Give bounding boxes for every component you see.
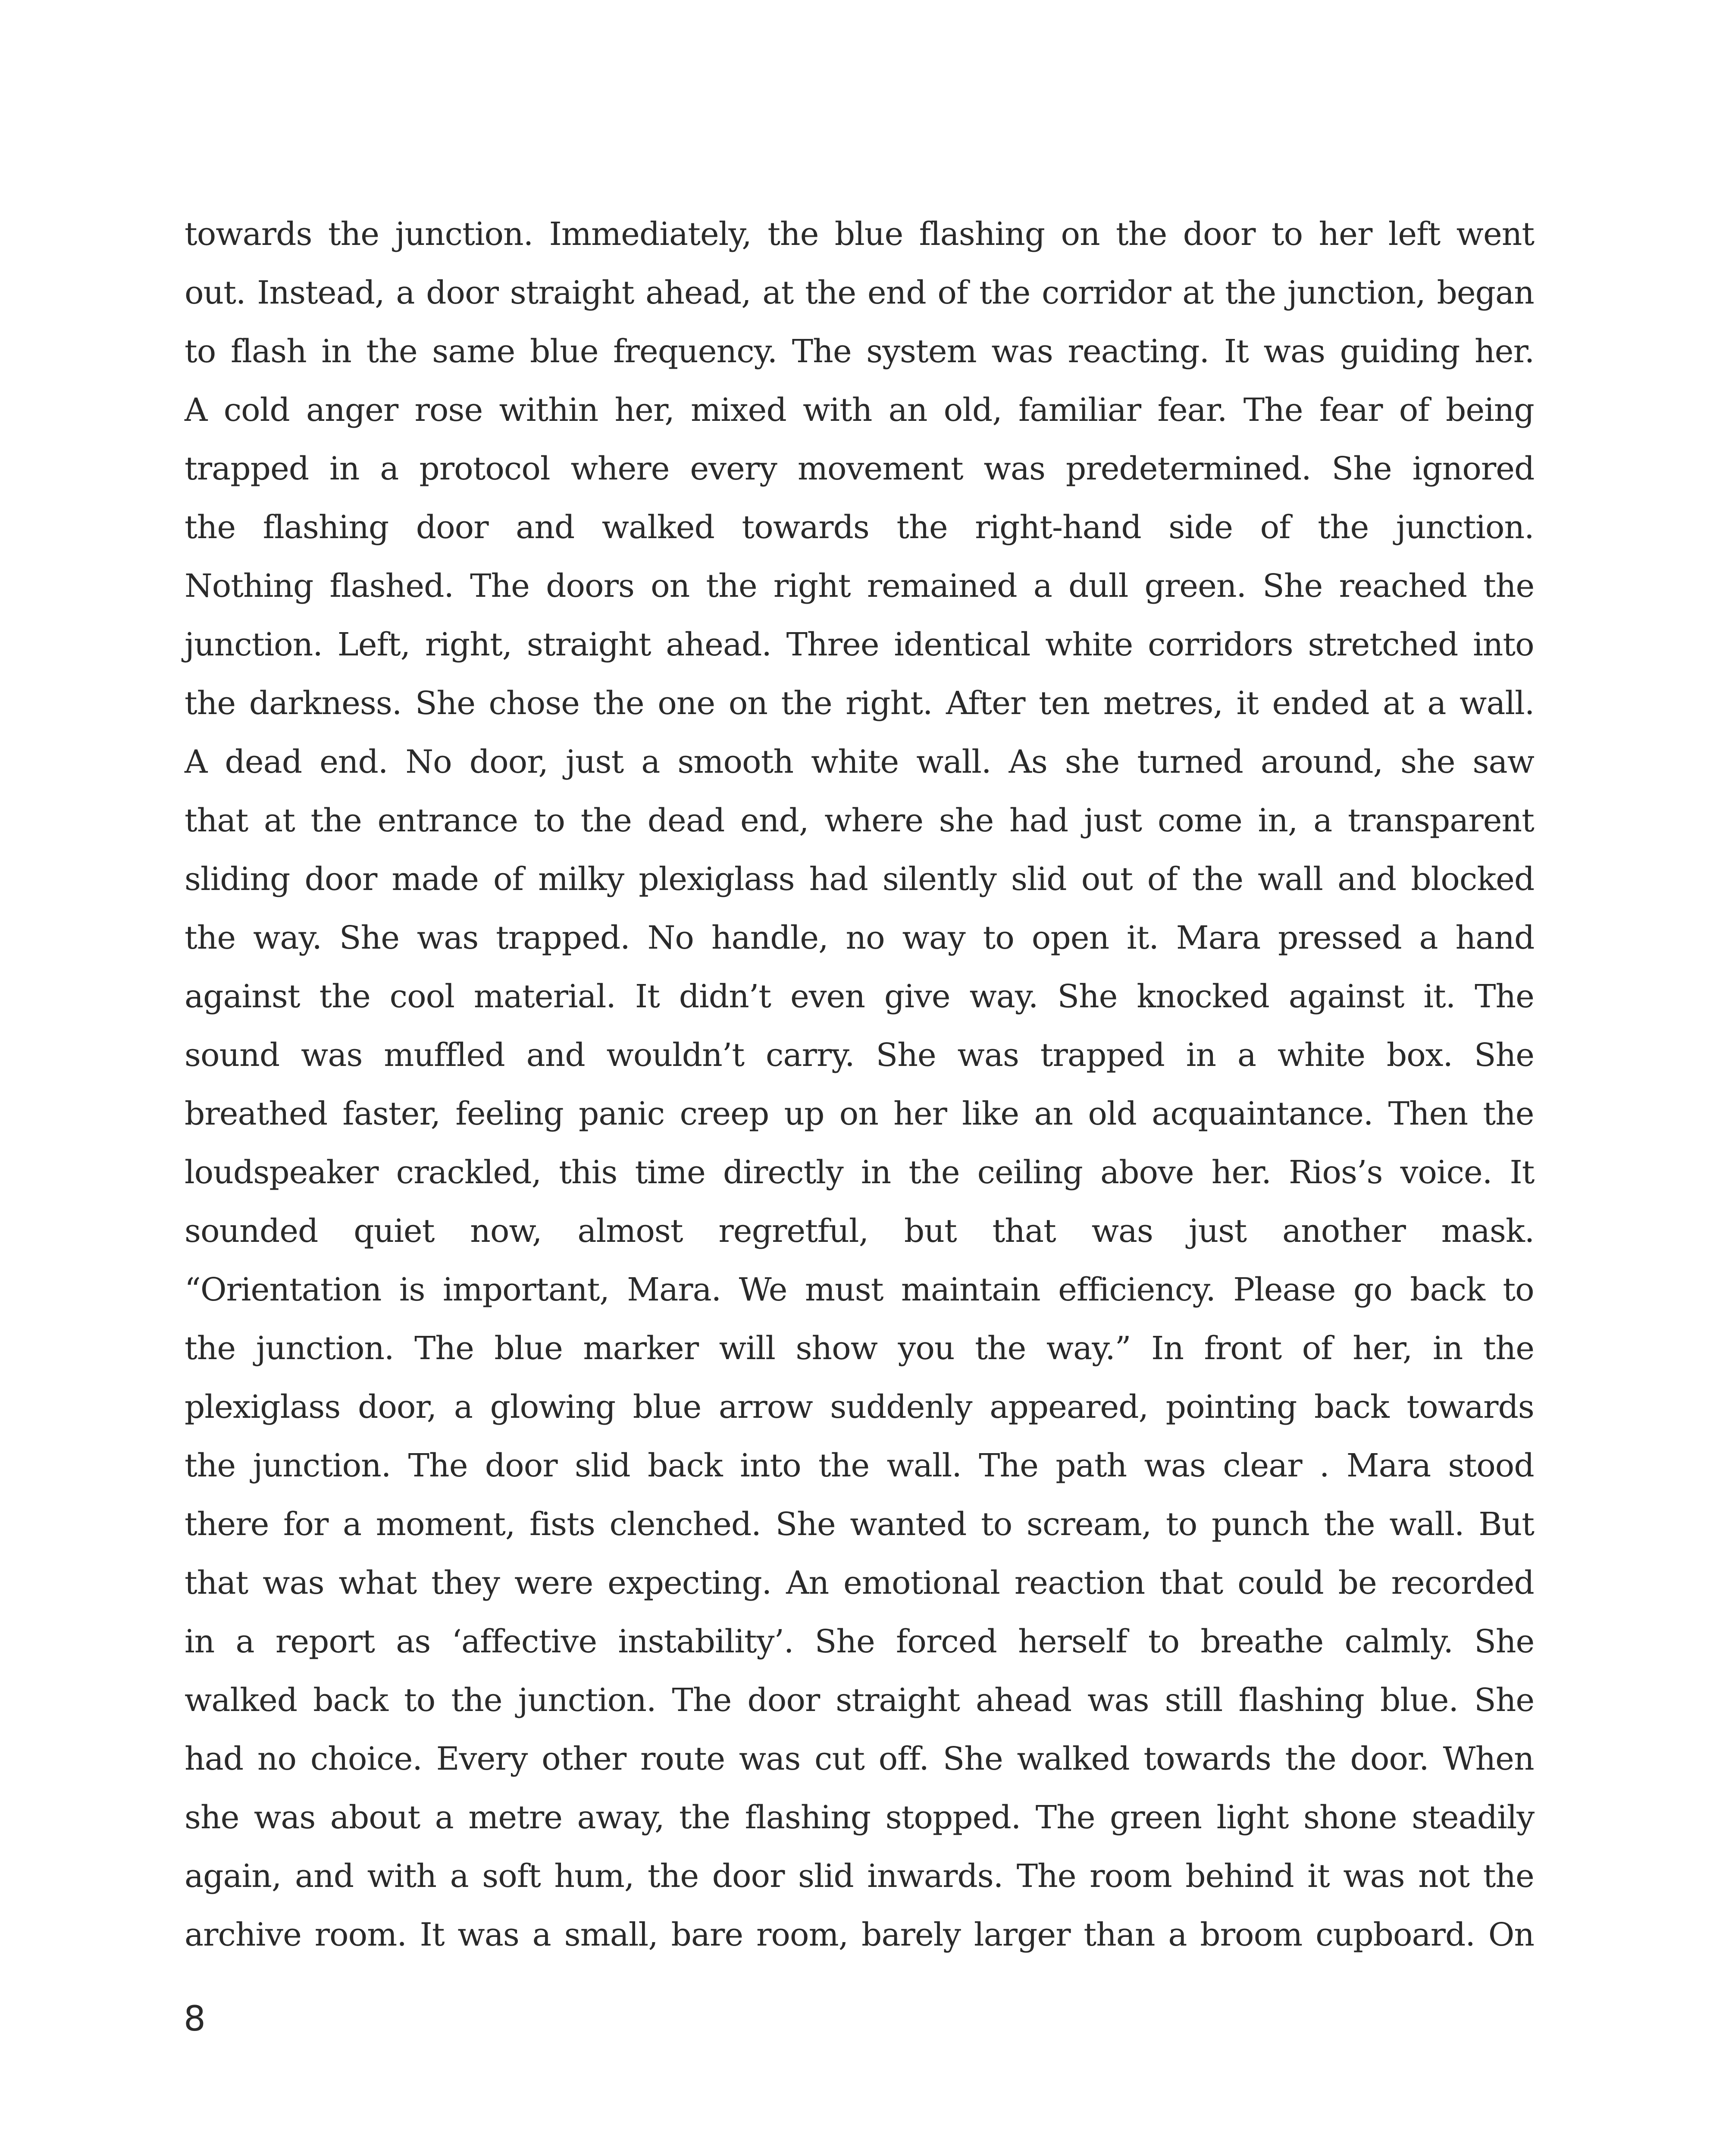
text-line: loudspeaker crackled, this time directly in the ceiling above her. Rios’s voice. It — [185, 1154, 1535, 1191]
text-line: plexiglass door, a glowing blue arrow suddenly appeared, pointing back towards — [185, 1388, 1534, 1426]
text-line: sounded quiet now, almost regretful, but that was just another mask. — [185, 1213, 1535, 1250]
text-line: the way. She was trapped. No handle, no way to open it. Mara pressed a hand — [185, 919, 1535, 956]
text-line: Nothing flashed. The doors on the right remained a dull green. She reached the — [185, 567, 1535, 605]
text-line: to flash in the same blue frequency. The system was reacting. It was guiding her. — [185, 333, 1535, 370]
text-line: sound was muffled and wouldn’t carry. She was trapped in a white box. She — [185, 1037, 1535, 1074]
text-line: that at the entrance to the dead end, where she had just come in, a transparent — [185, 802, 1534, 839]
text-line: A cold anger rose within her, mixed with an old, familiar fear. The fear of being — [185, 392, 1534, 429]
text-line: the darkness. She chose the one on the right. After ten metres, it ended at a wall. — [185, 685, 1535, 722]
text-line: again, and with a soft hum, the door slid inwards. The room behind it was not the — [185, 1858, 1534, 1895]
text-line: there for a moment, fists clenched. She wanted to scream, to punch the wall. But — [185, 1506, 1535, 1543]
text-line: junction. Left, right, straight ahead. Three identical white corridors stretched into — [185, 626, 1534, 663]
text-line: towards the junction. Immediately, the blue flashing on the door to her left went — [185, 216, 1535, 253]
text-line: the junction. The blue marker will show you the way.” In front of her, in the — [185, 1330, 1534, 1367]
body-text — [185, 205, 1534, 1964]
text-line: “Orientation is important, Mara. We must maintain efficiency. Please go back to — [185, 1271, 1534, 1308]
text-line: had no choice. Every other route was cut off. She walked towards the door. When — [185, 1740, 1534, 1777]
text-line: against the cool material. It didn’t even give way. She knocked against it. The — [185, 978, 1534, 1015]
text-line: A dead end. No door, just a smooth white wall. As she turned around, she saw — [185, 743, 1534, 780]
text-line: breathed faster, feeling panic creep up on her like an old acquaintance. Then the — [185, 1095, 1534, 1132]
text-line: walked back to the junction. The door straight ahead was still flashing blue. She — [185, 1682, 1535, 1719]
text-line: archive room. It was a small, bare room, barely larger than a broom cupboard. On — [185, 1916, 1535, 1953]
text-line: the junction. The door slid back into the wall. The path was clear . Mara stood — [185, 1447, 1534, 1484]
text-line: that was what they were expecting. An emotional reaction that could be recorded — [185, 1564, 1534, 1601]
text-line: trapped in a protocol where every movement was predetermined. She ignored — [185, 450, 1535, 487]
page-number: 8 — [184, 1999, 206, 2039]
text-line: sliding door made of milky plexiglass had silently slid out of the wall and blocked — [185, 861, 1535, 898]
text-line: out. Instead, a door straight ahead, at the end of the corridor at the junction, began — [185, 274, 1534, 311]
text-line: in a report as ‘affective instability’. She forced herself to breathe calmly. She — [185, 1623, 1535, 1660]
text-line: the flashing door and walked towards the right-hand side of the junction. — [185, 509, 1534, 546]
text-line: she was about a metre away, the flashing stopped. The green light shone steadily — [185, 1799, 1535, 1836]
